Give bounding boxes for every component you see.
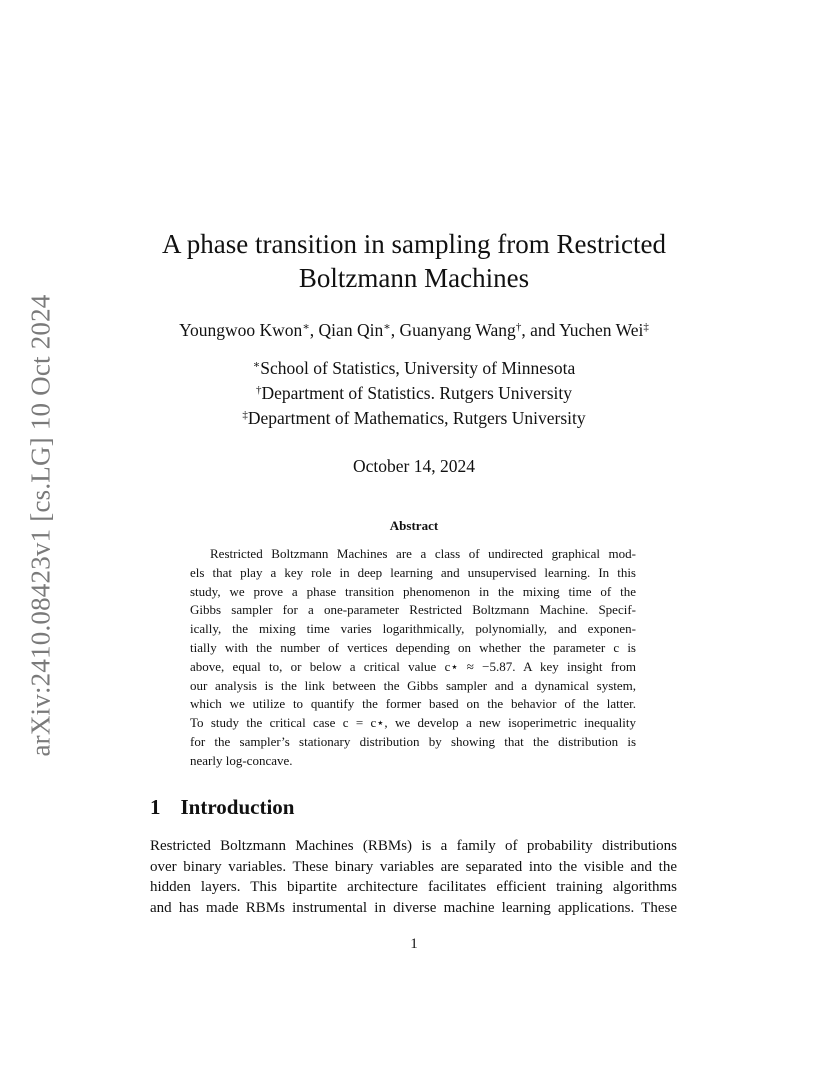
author-separator: , [309,320,319,340]
author-list [0,318,828,342]
author-name: Youngwoo Kwon [179,320,303,340]
abstract-line: study, we prove a phase transition phenomenon in the mixing time of the [190,583,636,599]
publication-date: October 14, 2024 [353,456,475,476]
author-separator: , and [521,320,560,340]
affiliation-list [0,356,828,431]
affiliation-mark: ‡ [242,409,248,421]
section-title: Introduction [180,795,295,819]
introduction-body [150,836,677,918]
affiliation-item [0,356,828,381]
affiliation-text: Department of Statistics. Rutgers University [261,383,573,403]
author-affiliation-mark: ‡ [643,321,649,333]
author-affiliation-mark: † [515,321,522,333]
section-heading [150,795,294,820]
paper-title-line-2: Boltzmann Machines [298,263,530,293]
abstract-line: which we utilize to quantify the former based on the behavior of the latter. [190,696,636,712]
affiliation-mark: ∗ [252,359,261,371]
author-name: Qian Qin [318,320,384,340]
abstract-line: our analysis is the link between the Gibbs sampler and a dynamical system, [190,677,636,693]
author-name: Guanyang Wang [399,320,516,340]
introduction-line: hidden layers. This bipartite architecture facilitates efficient training algorithms [150,879,677,896]
abstract-line: ically, the mixing time varies logarithmically, polynomially, and exponen- [190,621,636,637]
abstract-line: above, equal to, or below a critical value c⋆ ≈ −5.87. A key insight from [190,658,636,674]
abstract-heading: Abstract [389,518,439,533]
author-separator: , [390,320,400,340]
affiliation-mark: † [255,384,262,396]
abstract-line: els that play a key role in deep learning and unsupervised learning. In this [190,564,636,580]
author-affiliation-mark: ∗ [302,321,310,333]
introduction-line: and has made RBMs instrumental in diverse machine learning applications. These [150,899,677,916]
abstract-body [190,545,636,771]
section-number: 1 [150,795,161,819]
abstract-line: for the sampler’s stationary distribution by showing that the distribution is [190,733,636,749]
paper-title-line-1: A phase transition in sampling from Restricted [162,229,666,259]
arxiv-identifier-text: arXiv:2410.08423v1 [cs.LG] 10 Oct 2024 [25,293,56,757]
abstract-line: To study the critical case c = c⋆, we develop a new isoperimetric inequality [190,715,636,731]
abstract-line: nearly log-concave. [190,752,293,768]
introduction-line: over binary variables. These binary variables are separated into the visible and the [150,858,677,875]
author-name: Yuchen Wei [559,320,644,340]
abstract-line: Restricted Boltzmann Machines are a class of undirected graphical mod- [210,546,636,561]
abstract-line: tially with the number of vertices depending on whether the parameter c is [190,639,636,655]
affiliation-item [0,381,828,406]
page-number: 1 [410,936,418,952]
affiliation-text: Department of Mathematics, Rutgers University [247,408,586,428]
introduction-line: Restricted Boltzmann Machines (RBMs) is a family of probability distributions [150,838,677,854]
affiliation-item [0,406,828,431]
abstract-line: Gibbs sampler for a one-parameter Restricted Boltzmann Machine. Specif- [190,602,636,618]
paper-title [0,227,828,295]
affiliation-text: School of Statistics, University of Minnesota [260,358,576,378]
author-affiliation-mark: ∗ [383,321,391,333]
